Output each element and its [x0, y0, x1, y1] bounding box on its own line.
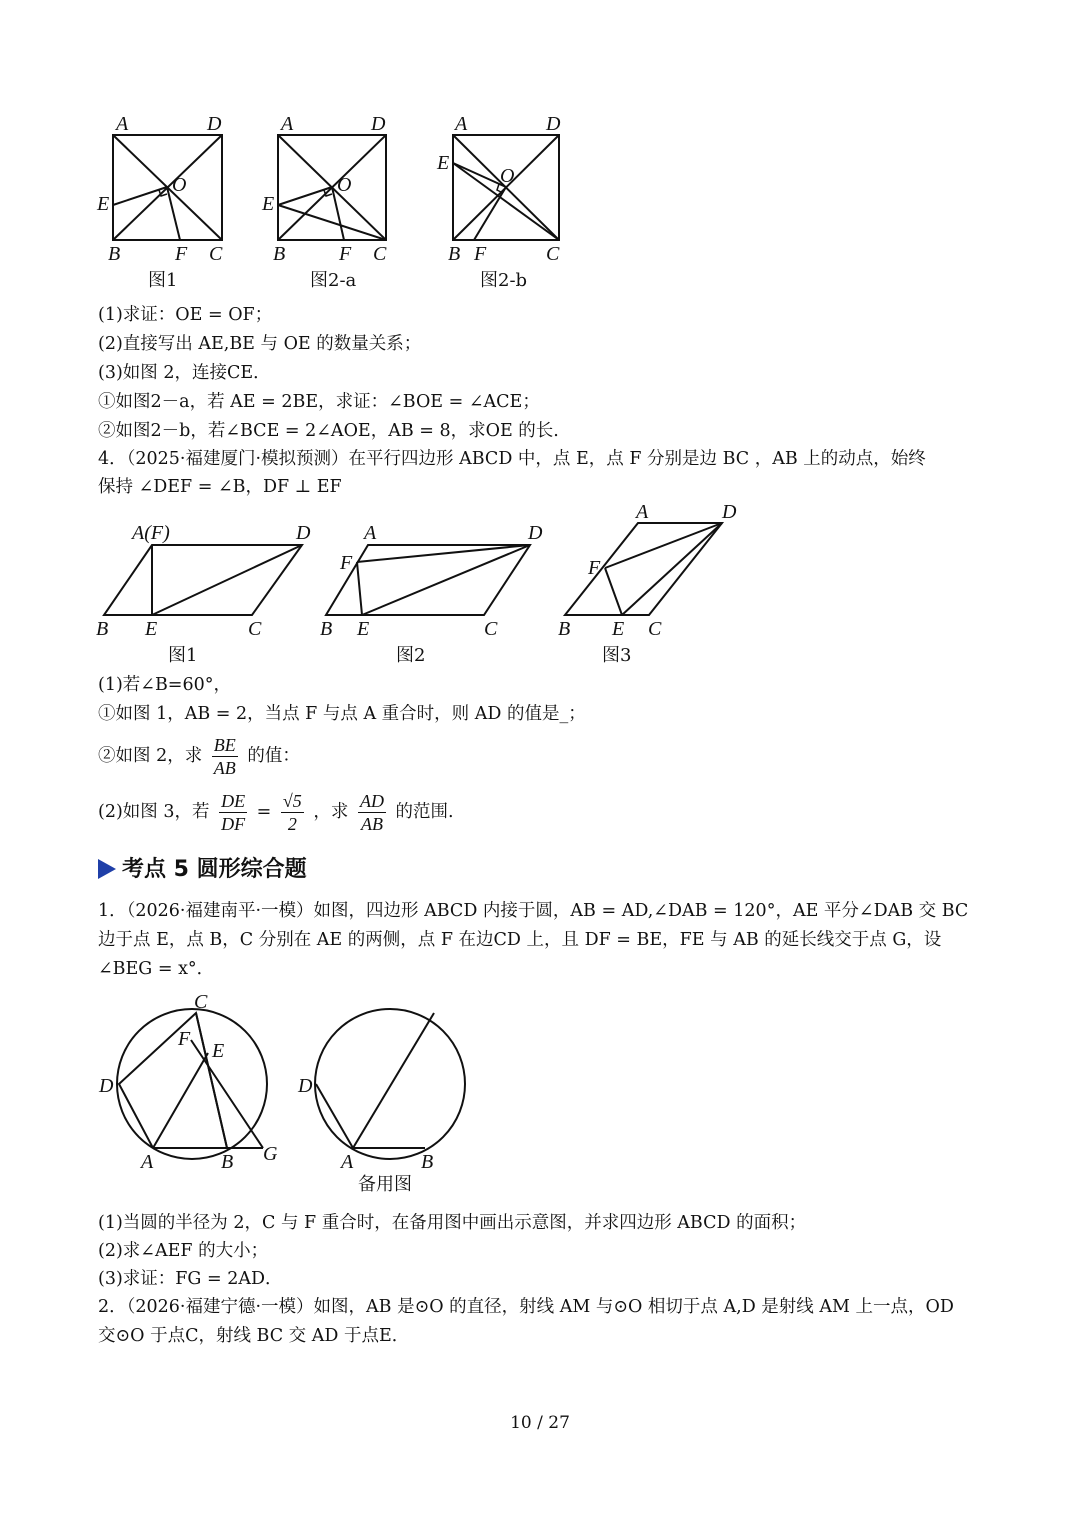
label-e: E [437, 152, 450, 174]
label-b: B [320, 618, 333, 640]
label-a: A [455, 113, 468, 135]
label-d: D [99, 1075, 114, 1097]
page-number: 10 / 27 [510, 1413, 570, 1433]
label-d: D [371, 113, 386, 135]
fraction-denominator: AB [360, 814, 383, 834]
c2-line1: 2．（2026·福建宁德·一模）如图，AB 是⊙O 的直径，射线 AM 与⊙O 相切于点 A,D 是射线 AM 上一点，OD [98, 1297, 954, 1317]
q4-part2-mid: ，求 [313, 802, 349, 822]
c1-q1: (1)当圆的半径为 2，C 与 F 重合时，在备用图中画出示意图，并求四边形 ABCD 的面积； [98, 1213, 807, 1233]
caption-fig2a: 图2-a [310, 270, 357, 291]
q3-part3: (3)如图 2，连接CE． [98, 363, 271, 383]
section-title: 考点 5 圆形综合题 [122, 857, 307, 882]
caption-fig2b: 图2-b [480, 270, 528, 291]
label-a: A [364, 522, 377, 544]
q4-part1b-suffix: 的值： [247, 746, 300, 766]
label-f: F [340, 552, 353, 574]
label-d: D [296, 522, 311, 544]
q4-intro-line2: 保持 ∠DEF = ∠B，DF ⊥ EF [98, 477, 342, 497]
label-o: O [172, 174, 187, 196]
q4-part2-prefix: (2)如图 3，若 [98, 802, 210, 822]
fraction-denominator: DF [221, 814, 246, 834]
segment-a-ray [353, 1013, 434, 1148]
label-o: O [337, 174, 352, 196]
fraction-denominator: 2 [287, 814, 297, 834]
fraction-denominator: AB [213, 758, 236, 778]
label-b: B [558, 618, 571, 640]
q3-part3a: ①如图2－a，若 AE = 2BE，求证：∠BOE = ∠ACE； [98, 392, 540, 412]
label-c: C [484, 618, 498, 640]
c1-line1: 1．（2026·福建南平·一模）如图，四边形 ABCD 内接于圆，AB = AD,∠DAB = 120°，AE 平分∠DAB 交 BC [98, 901, 969, 921]
label-c: C [373, 243, 387, 265]
label-f: F [474, 243, 487, 265]
label-e: E [97, 193, 110, 215]
label-e: E [212, 1040, 225, 1062]
c1-line2: 边于点 E，点 B，C 分别在 AE 的两侧，点 F 在边CD 上，且 DF = BE，FE 与 AB 的延长线交于点 G，设 [98, 930, 942, 950]
label-e: E [612, 618, 625, 640]
label-f: F [178, 1028, 191, 1050]
label-c: C [194, 991, 208, 1013]
c2-line2: 交⊙O 于点C，射线 BC 交 AD 于点E． [98, 1326, 410, 1346]
caption-pfig2: 图2 [396, 645, 426, 666]
q4-part1a: ①如图 1，AB = 2，当点 F 与点 A 重合时，则 AD 的值是_； [98, 704, 586, 724]
label-b: B [221, 1151, 234, 1173]
label-g: G [263, 1143, 278, 1165]
label-a: A [636, 501, 649, 523]
label-b: B [273, 243, 286, 265]
c1-q2: (2)求∠AEF 的大小； [98, 1241, 269, 1261]
circle [315, 1009, 465, 1159]
label-d: D [207, 113, 222, 135]
label-d: D [528, 522, 543, 544]
q4-part1: (1)若∠B=60°， [98, 675, 231, 695]
label-d: D [298, 1075, 313, 1097]
label-c: C [248, 618, 262, 640]
label-af: A(F) [132, 522, 170, 544]
fraction-numerator: DE [221, 791, 246, 811]
q4-part2-suffix: 的范围. [395, 802, 454, 822]
q3-part2: (2)直接写出 AE,BE 与 OE 的数量关系； [98, 334, 422, 354]
label-b: B [421, 1151, 434, 1173]
q3-part1: (1)求证：OE = OF； [98, 305, 273, 325]
c1-q3: (3)求证：FG = 2AD． [98, 1269, 283, 1289]
caption-pfig3: 图3 [602, 645, 632, 666]
fraction-numerator: BE [213, 735, 236, 755]
label-f: F [175, 243, 188, 265]
label-e: E [145, 618, 158, 640]
label-f: F [588, 557, 601, 579]
label-d: D [546, 113, 561, 135]
label-a: A [116, 113, 129, 135]
equals-sign: = [256, 802, 272, 822]
label-a: A [341, 1151, 354, 1173]
q4-intro-line1: 4．（2025·福建厦门·模拟预测）在平行四边形 ABCD 中，点 E，点 F 分别是边 BC ，AB 上的动点，始终 [98, 449, 926, 469]
caption-fig1: 图1 [148, 270, 178, 291]
label-o: O [500, 165, 515, 187]
label-c: C [648, 618, 662, 640]
q3-part3b: ②如图2－b，若∠BCE = 2∠AOE，AB = 8，求OE 的长. [98, 421, 559, 441]
label-b: B [96, 618, 109, 640]
fraction-numerator: √5 [282, 791, 302, 811]
label-c: C [209, 243, 223, 265]
label-a: A [281, 113, 294, 135]
label-b: B [448, 243, 461, 265]
label-e: E [262, 193, 275, 215]
fraction-numerator: AD [359, 791, 384, 811]
label-b: B [108, 243, 121, 265]
caption-pfig1: 图1 [168, 645, 198, 666]
label-f: F [339, 243, 352, 265]
label-d: D [722, 501, 737, 523]
label-e: E [357, 618, 370, 640]
label-c: C [546, 243, 560, 265]
q4-part1b-prefix: ②如图 2，求 [98, 746, 203, 766]
caption-spare: 备用图 [358, 1174, 412, 1195]
c1-line3: ∠BEG = x°． [98, 959, 215, 979]
label-a: A [141, 1151, 154, 1173]
